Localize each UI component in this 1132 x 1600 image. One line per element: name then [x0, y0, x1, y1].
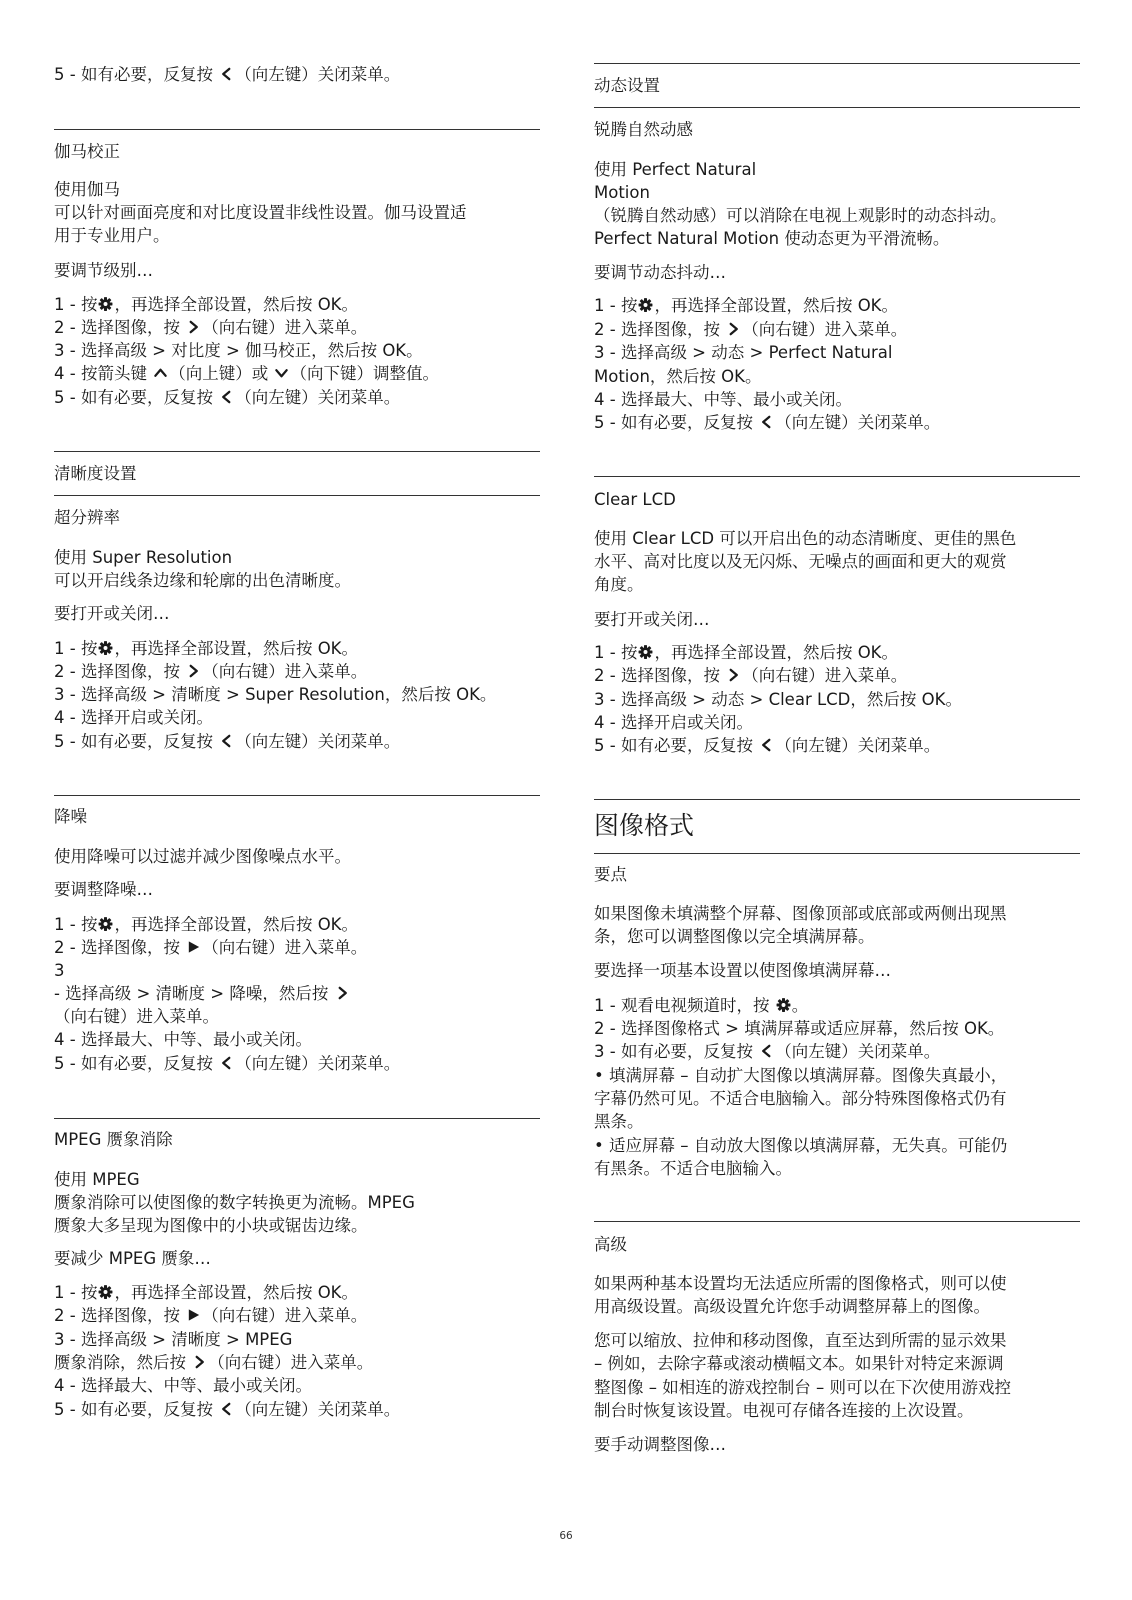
text-run: ，再选择全部设置，然后按 OK。 [114, 639, 359, 658]
text-run: （向左键）关闭菜单。 [235, 732, 401, 751]
text-run: 用于专业用户。 [54, 226, 170, 245]
text-run: （向右键）进入菜单。 [202, 938, 368, 957]
text-line [594, 342, 892, 364]
text-run: 黑条。 [594, 1112, 644, 1131]
text-run: 5 - 如有必要，反复按 [54, 1054, 219, 1073]
text-run: 您可以缩放、拉伸和移动图像，直至达到所需的显示效果 [594, 1331, 1007, 1350]
text-run: 赝象消除可以使图像的数字转换更为流畅。MPEG [54, 1193, 415, 1212]
play-right-icon [186, 1307, 201, 1323]
text-run: 4 - 选择开启或关闭。 [594, 713, 753, 732]
text-run: 2 - 选择图像，按 [54, 938, 186, 957]
text-line [594, 1273, 1007, 1295]
text-run: 如果两种基本设置均无法适应所需的图像格式，则可以使 [594, 1274, 1007, 1293]
play-right-icon [186, 939, 201, 955]
text-run: （向左键）关闭菜单。 [775, 736, 941, 755]
section-divider [594, 1221, 1080, 1222]
section-divider [54, 1118, 540, 1119]
text-line [54, 1215, 368, 1237]
text-run: 如果图像未填满整个屏幕、图像顶部或底部或两侧出现黑 [594, 904, 1007, 923]
text-run: 4 - 按箭头键 [54, 364, 153, 383]
text-run: 要减少 MPEG 赝象… [54, 1249, 211, 1268]
text-run: 3 - 如有必要，反复按 [594, 1042, 759, 1061]
text-line [54, 294, 358, 316]
section-divider [54, 129, 540, 130]
chevron-down-icon [274, 365, 289, 381]
chevron-left-icon [219, 389, 234, 405]
text-run: 5 - 如有必要，反复按 [54, 732, 219, 751]
text-line [594, 1353, 1004, 1375]
text-run: - 选择高级 > 清晰度 > 降噪，然后按 [54, 984, 334, 1003]
text-run: （向右键）进入菜单。 [202, 318, 368, 337]
text-line [54, 914, 358, 936]
text-run: 要打开或关闭… [594, 610, 710, 629]
text-run: （向右键）进入菜单。 [54, 1007, 219, 1026]
text-line [594, 903, 1007, 925]
text-line [54, 1282, 358, 1304]
text-line [594, 205, 1007, 227]
text-line [54, 1399, 400, 1421]
text-run: MPEG 赝象消除 [54, 1130, 173, 1149]
text-line [54, 1029, 312, 1051]
text-line [54, 179, 120, 201]
text-line [594, 926, 875, 948]
text-run: ，再选择全部设置，然后按 OK。 [654, 296, 899, 315]
heading-picture-format [594, 810, 694, 842]
text-line [594, 1330, 1007, 1352]
text-line [54, 1329, 292, 1351]
text-line [594, 1111, 644, 1133]
text-line [594, 1377, 1011, 1399]
text-run: 1 - 按 [54, 1283, 98, 1302]
text-run: 高级 [594, 1235, 627, 1254]
settings-icon [98, 916, 113, 932]
text-run: 条，您可以调整图像以完全填满屏幕。 [594, 927, 875, 946]
text-run: 降噪 [54, 807, 87, 826]
text-line [594, 1158, 792, 1180]
text-run: 要选择一项基本设置以使图像填满屏幕… [594, 961, 891, 980]
text-line [594, 1400, 974, 1422]
text-line [594, 295, 898, 317]
text-line [54, 225, 170, 247]
chevron-right-icon [726, 667, 741, 683]
heading-sharpness [54, 463, 137, 485]
text-run: Perfect Natural Motion 使动态更为平滑流畅。 [594, 229, 950, 248]
settings-icon [638, 297, 653, 313]
text-line [594, 1041, 940, 1063]
chevron-right-icon [186, 319, 201, 335]
text-run: 使用伽马 [54, 180, 120, 199]
heading-gamma [54, 141, 120, 163]
text-line [54, 363, 439, 385]
text-line [54, 260, 153, 282]
text-run: • 适应屏幕 – 自动放大图像以填满屏幕，无失真。可能仍 [594, 1136, 1008, 1155]
text-line [594, 642, 898, 664]
text-run: 3 - 选择高级 > 对比度 > 伽马校正，然后按 OK。 [54, 341, 423, 360]
text-run: 要调整降噪… [54, 880, 153, 899]
chevron-up-icon [153, 365, 168, 381]
text-run: （向右键）进入菜单。 [208, 1353, 374, 1372]
text-run: 4 - 选择最大、中等、最小或关闭。 [594, 390, 852, 409]
text-run: ，再选择全部设置，然后按 OK。 [114, 915, 359, 934]
text-run: 清晰度设置 [54, 464, 137, 483]
settings-icon [98, 296, 113, 312]
heading-advanced [594, 1234, 627, 1256]
text-run: 制台时恢复该设置。电视可存储各连接的上次设置。 [594, 1401, 974, 1420]
text-run: 要手动调整图像… [594, 1435, 726, 1454]
chevron-left-icon [219, 66, 234, 82]
text-run: 3 - 选择高级 > 清晰度 > Super Resolution，然后按 OK。 [54, 685, 497, 704]
text-run: （锐腾自然动感）可以消除在电视上观影时的动态抖动。 [594, 206, 1007, 225]
text-line [54, 846, 351, 868]
text-line [594, 689, 962, 711]
text-run: 5 - 如有必要，反复按 [54, 388, 219, 407]
text-line [594, 960, 891, 982]
text-run: 使用降噪可以过滤并减少图像噪点水平。 [54, 847, 351, 866]
text-run: 1 - 按 [54, 915, 98, 934]
text-run: 超分辨率 [54, 508, 120, 527]
text-run: Clear LCD [594, 490, 676, 509]
chevron-left-icon [759, 737, 774, 753]
text-line [54, 387, 400, 409]
text-line [594, 389, 852, 411]
text-run: 使用 Clear LCD 可以开启出色的动态清晰度、更佳的黑色 [594, 529, 1017, 548]
text-run: （向右键）进入菜单。 [742, 666, 908, 685]
settings-icon [98, 1284, 113, 1300]
chevron-left-icon [219, 1401, 234, 1417]
text-run: 字幕仍然可见。不适合电脑输入。部分特殊图像格式仍有 [594, 1089, 1007, 1108]
text-line [594, 262, 726, 284]
text-run: （向左键）关闭菜单。 [235, 65, 401, 84]
chevron-right-icon [192, 1354, 207, 1370]
heading-noise-reduction [54, 806, 87, 828]
text-run: （向左键）关闭菜单。 [235, 1400, 401, 1419]
text-run: 使用 Super Resolution [54, 548, 233, 567]
text-run: 使用 Perfect Natural [594, 160, 757, 179]
text-line [54, 1053, 400, 1075]
text-run: （向右键）进入菜单。 [202, 1306, 368, 1325]
text-line [54, 1192, 415, 1214]
chevron-left-icon [759, 414, 774, 430]
section-divider [594, 107, 1080, 108]
text-run: Motion [594, 183, 650, 202]
text-line [594, 412, 940, 434]
heading-perfect-natural-motion [594, 119, 693, 141]
text-line [594, 1135, 1007, 1157]
text-run: 使用 MPEG [54, 1170, 140, 1189]
section-divider [594, 476, 1080, 477]
section-divider [54, 451, 540, 452]
text-line [54, 661, 367, 683]
text-line [54, 983, 351, 1005]
text-line [54, 960, 65, 982]
text-line [54, 202, 467, 224]
text-run: – 例如，去除字幕或滚动横幅文本。如果针对特定来源调 [594, 1354, 1004, 1373]
text-run: 1 - 按 [54, 295, 98, 314]
chevron-left-icon [219, 733, 234, 749]
text-line [54, 937, 367, 959]
chevron-right-icon [335, 985, 350, 1001]
text-line [54, 1352, 373, 1374]
text-line [594, 182, 650, 204]
text-run: 2 - 选择图像，按 [594, 666, 726, 685]
settings-icon [776, 997, 791, 1013]
settings-icon [98, 640, 113, 656]
text-line [54, 317, 367, 339]
text-run: 2 - 选择图像，按 [54, 1306, 186, 1325]
text-run: 2 - 选择图像，按 [54, 662, 186, 681]
section-divider [54, 795, 540, 796]
text-line [594, 1434, 726, 1456]
heading-super-resolution [54, 507, 120, 529]
text-run: ，再选择全部设置，然后按 OK。 [114, 295, 359, 314]
text-line [54, 1305, 367, 1327]
heading-mpeg-artifact [54, 1129, 173, 1151]
text-line [54, 684, 496, 706]
text-run: 2 - 选择图像格式 > 填满屏幕或适应屏幕，然后按 OK。 [594, 1019, 1005, 1038]
text-run: ，再选择全部设置，然后按 OK。 [654, 643, 899, 662]
text-run: 锐腾自然动感 [594, 120, 693, 139]
text-run: 要调节动态抖动… [594, 263, 726, 282]
text-run: （向左键）关闭菜单。 [235, 388, 401, 407]
text-run: • 填满屏幕 – 自动扩大图像以填满屏幕。图像失真最小， [594, 1066, 1008, 1085]
text-run: 2 - 选择图像，按 [594, 320, 726, 339]
text-run: （向左键）关闭菜单。 [775, 1042, 941, 1061]
text-run: 1 - 按 [54, 639, 98, 658]
text-line [594, 609, 710, 631]
text-line [594, 551, 1007, 573]
text-line [54, 1006, 219, 1028]
text-run: 整图像 – 如相连的游戏控制台 – 则可以在下次使用游戏控 [594, 1378, 1011, 1397]
text-run: ，再选择全部设置，然后按 OK。 [114, 1283, 359, 1302]
chevron-right-icon [186, 663, 201, 679]
chevron-left-icon [759, 1043, 774, 1059]
text-line [54, 340, 423, 362]
text-line [594, 712, 753, 734]
text-line [594, 735, 940, 757]
heading-basic [594, 864, 627, 886]
text-run: 赝象大多呈现为图像中的小块或锯齿边缘。 [54, 1216, 368, 1235]
text-line [594, 228, 949, 250]
text-run: 1 - 按 [594, 643, 638, 662]
section-divider [594, 799, 1080, 800]
text-run: 图像格式 [594, 811, 695, 840]
text-run: Motion，然后按 OK。 [594, 367, 762, 386]
text-line [594, 1065, 1007, 1087]
text-run: 要打开或关闭… [54, 604, 170, 623]
text-run: （向右键）进入菜单。 [202, 662, 368, 681]
text-line [594, 1088, 1007, 1110]
section-divider [594, 63, 1080, 64]
section-divider [54, 495, 540, 496]
text-run: 5 - 如有必要，反复按 [594, 736, 759, 755]
chevron-left-icon [219, 1055, 234, 1071]
text-run: 5 - 如有必要，反复按 [54, 65, 219, 84]
text-line [54, 879, 153, 901]
text-run: 3 [54, 961, 65, 980]
text-line [54, 638, 358, 660]
text-line [54, 1248, 211, 1270]
text-run: 要点 [594, 865, 627, 884]
text-line [594, 1296, 990, 1318]
page-number: 66 [559, 1530, 573, 1542]
text-run: 角度。 [594, 575, 644, 594]
heading-clear-lcd [594, 489, 676, 511]
text-run: 可以开启线条边缘和轮廓的出色清晰度。 [54, 571, 351, 590]
text-run: 要调节级别… [54, 261, 153, 280]
text-run: 4 - 选择最大、中等、最小或关闭。 [54, 1030, 312, 1049]
text-run: 4 - 选择开启或关闭。 [54, 708, 213, 727]
text-line [594, 319, 907, 341]
text-line [54, 1375, 312, 1397]
text-run: 水平、高对比度以及无闪烁、无噪点的画面和更大的观赏 [594, 552, 1007, 571]
heading-motion [594, 75, 660, 97]
text-run: （向下键）调整值。 [290, 364, 439, 383]
text-line [54, 547, 232, 569]
text-run: 可以针对画面亮度和对比度设置非线性设置。伽马设置适 [54, 203, 467, 222]
text-line [594, 366, 762, 388]
text-run: 。 [791, 996, 809, 1015]
section-divider [594, 853, 1080, 854]
text-line [54, 603, 170, 625]
text-line [54, 570, 351, 592]
text-run: 有黑条。不适合电脑输入。 [594, 1159, 792, 1178]
chevron-right-icon [726, 321, 741, 337]
text-run: 3 - 选择高级 > 清晰度 > MPEG [54, 1330, 293, 1349]
text-run: 1 - 按 [594, 296, 638, 315]
text-line [594, 995, 808, 1017]
text-run: （向左键）关闭菜单。 [775, 413, 941, 432]
text-run: （向上键）或 [169, 364, 274, 383]
text-run: （向左键）关闭菜单。 [235, 1054, 401, 1073]
text-line [594, 1018, 1004, 1040]
text-line [594, 159, 756, 181]
text-line [54, 707, 213, 729]
text-run: 5 - 如有必要，反复按 [594, 413, 759, 432]
text-run: 1 - 观看电视频道时，按 [594, 996, 775, 1015]
text-run: 2 - 选择图像，按 [54, 318, 186, 337]
text-run: （向右键）进入菜单。 [742, 320, 908, 339]
text-run: 5 - 如有必要，反复按 [54, 1400, 219, 1419]
text-line [594, 665, 907, 687]
text-run: 3 - 选择高级 > 动态 > Perfect Natural [594, 343, 893, 362]
text-line [594, 528, 1016, 550]
settings-icon [638, 644, 653, 660]
text-run: 4 - 选择最大、中等、最小或关闭。 [54, 1376, 312, 1395]
text-run: 伽马校正 [54, 142, 120, 161]
text-line [54, 1169, 140, 1191]
text-run: 赝象消除，然后按 [54, 1353, 192, 1372]
text-line [594, 574, 644, 596]
text-run: 动态设置 [594, 76, 660, 95]
text-run: 用高级设置。高级设置允许您手动调整屏幕上的图像。 [594, 1297, 990, 1316]
text-line [54, 64, 400, 86]
text-run: 3 - 选择高级 > 动态 > Clear LCD，然后按 OK。 [594, 690, 962, 709]
text-line [54, 731, 400, 753]
